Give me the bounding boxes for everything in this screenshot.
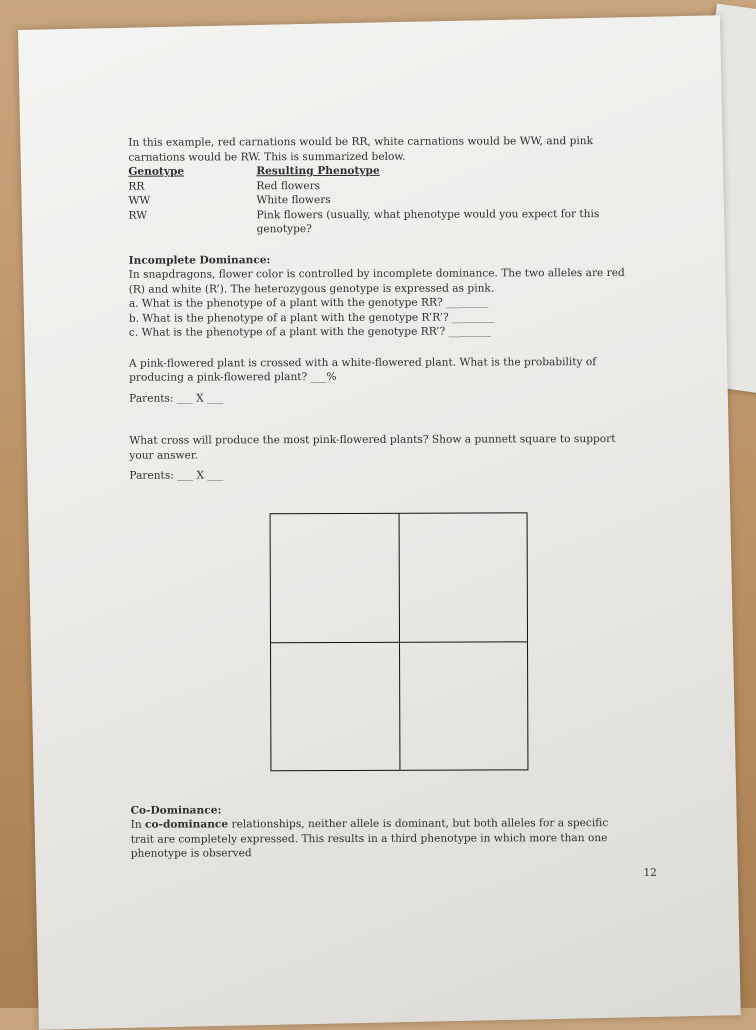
question-a: a. What is the phenotype of a plant with the genotype RR? ________ <box>128 296 489 310</box>
cross1-line-2: producing a pink-flowered plant? ___% <box>129 370 337 384</box>
punnett-square <box>270 512 529 771</box>
genotype-cell: WW <box>128 194 151 207</box>
co-dominance-heading: Co-Dominance: <box>130 803 222 817</box>
incomplete-line-1: In snapdragons, flower color is controlled by incomplete dominance. The two alleles are red <box>128 266 625 281</box>
cross2-parents: Parents: ___ X ___ <box>129 469 224 482</box>
question-c: c. What is the phenotype of a plant with the genotype RR’? ________ <box>128 325 491 339</box>
phenotype-cell: Pink flowers (usually, what phenotype would you expect for this <box>256 207 600 221</box>
cross1-line-1: A pink-flowered plant is crossed with a white-flowered plant. What is the probability of <box>129 355 597 370</box>
cross2-line-2: your answer. <box>129 448 199 462</box>
genotype-table <box>128 163 668 237</box>
cross2-line-1: What cross will produce the most pink-flowered plants? Show a punnett square to support <box>129 433 616 447</box>
co-dominance-line-2: trait are completely expressed. This results in a third phenotype in which more than one <box>130 831 608 846</box>
phenotype-cell: White flowers <box>256 194 331 207</box>
genotype-header: Genotype <box>128 165 185 178</box>
question-b: b. What is the phenotype of a plant with the genotype R’R’? ________ <box>128 310 495 325</box>
phenotype-cell: Red flowers <box>256 179 321 192</box>
table-row <box>129 221 669 237</box>
page-content <box>128 134 671 881</box>
incomplete-dominance-heading: Incomplete Dominance: <box>128 253 271 267</box>
genotype-cell: RW <box>128 209 148 222</box>
cross1-parents: Parents: ___ X ___ <box>129 391 223 405</box>
phenotype-header: Resulting Phenotype <box>256 164 380 178</box>
genotype-cell: RR <box>128 180 145 193</box>
phenotype-continuation: genotype? <box>256 223 312 236</box>
incomplete-line-2: (R) and white (R’). The heterozygous genotype is expressed as pink. <box>128 281 495 296</box>
worksheet-page <box>18 15 741 1029</box>
co-dominance-term: co-dominance <box>145 818 229 831</box>
intro-line-2: carnations would be RW. This is summarized below. <box>128 150 406 164</box>
co-dominance-line-1: In co-dominance relationships, neither allele is dominant, but both alleles for a specific <box>130 817 609 831</box>
co-dominance-line-3: phenotype is observed <box>130 847 252 860</box>
page-number: 12 <box>643 866 657 879</box>
intro-line-1: In this example, red carnations would be RR, white carnations would be WW, and pink <box>128 135 594 149</box>
